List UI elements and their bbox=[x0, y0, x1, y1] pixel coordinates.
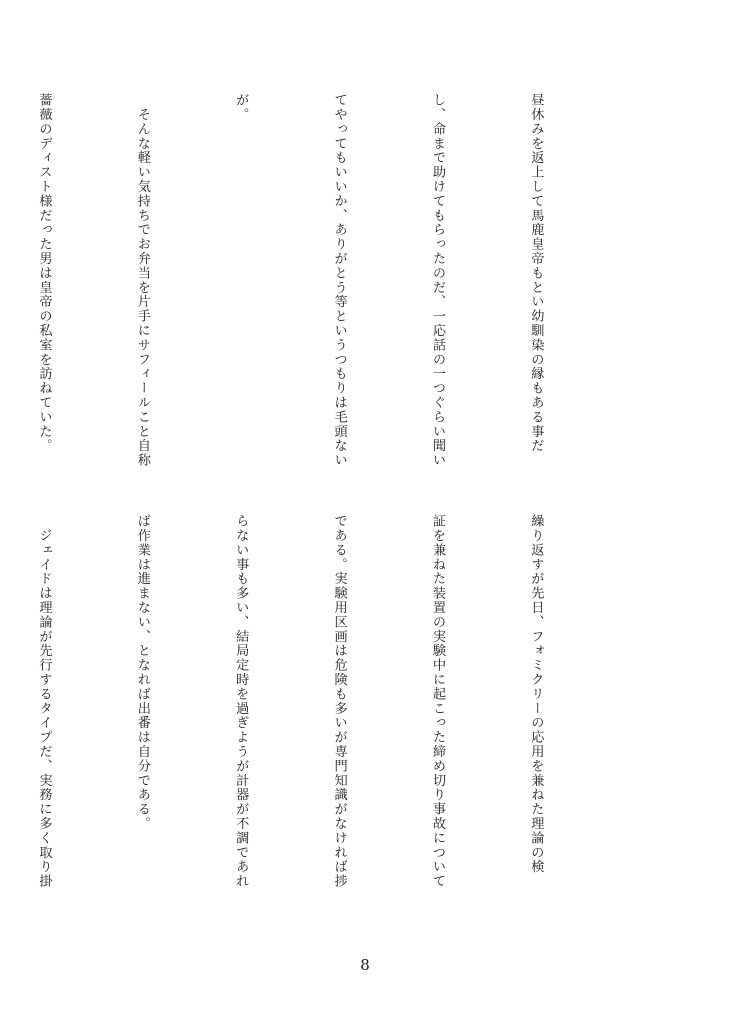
text-line: し、命まで助けてもらったのだ、一応話の一つぐらい聞い bbox=[430, 93, 446, 468]
lower-text-block bbox=[36, 514, 617, 926]
text-line: 昼休みを返上して馬鹿皇帝もとい幼馴染の縁もある事だ bbox=[528, 93, 544, 453]
text-line: ば作業は進まない、となれば出番は自分である。 bbox=[134, 514, 150, 831]
text-line: 証を兼ねた装置の実験中に起こった締め切り事故について bbox=[430, 514, 446, 889]
text-line: 繰り返すが先日、フォミクリーの応用を兼ねた理論の検 bbox=[528, 514, 544, 874]
text-line: ジェイドは理論が先行するタイプだ、実務に多く取り掛 bbox=[36, 514, 52, 889]
text-line: そんな軽い気持ちでお弁当を片手にサフィールこと自称 bbox=[134, 93, 150, 468]
text-line: 薔薇のディスト様だった男は皇帝の私室を訪ねていた。 bbox=[36, 93, 52, 453]
upper-text-block bbox=[36, 93, 617, 493]
text-line: である。実験用区画は危険も多いが専門知識がなければ捗 bbox=[331, 514, 347, 889]
text-line: らない事も多い、結局定時を過ぎようが計器が不調であれ bbox=[233, 514, 249, 889]
text-line: が。 bbox=[233, 93, 249, 122]
text-line: てやってもいいか、ありがとう等というつもりは毛頭ない bbox=[331, 93, 347, 468]
page-number: 8 bbox=[360, 956, 370, 974]
